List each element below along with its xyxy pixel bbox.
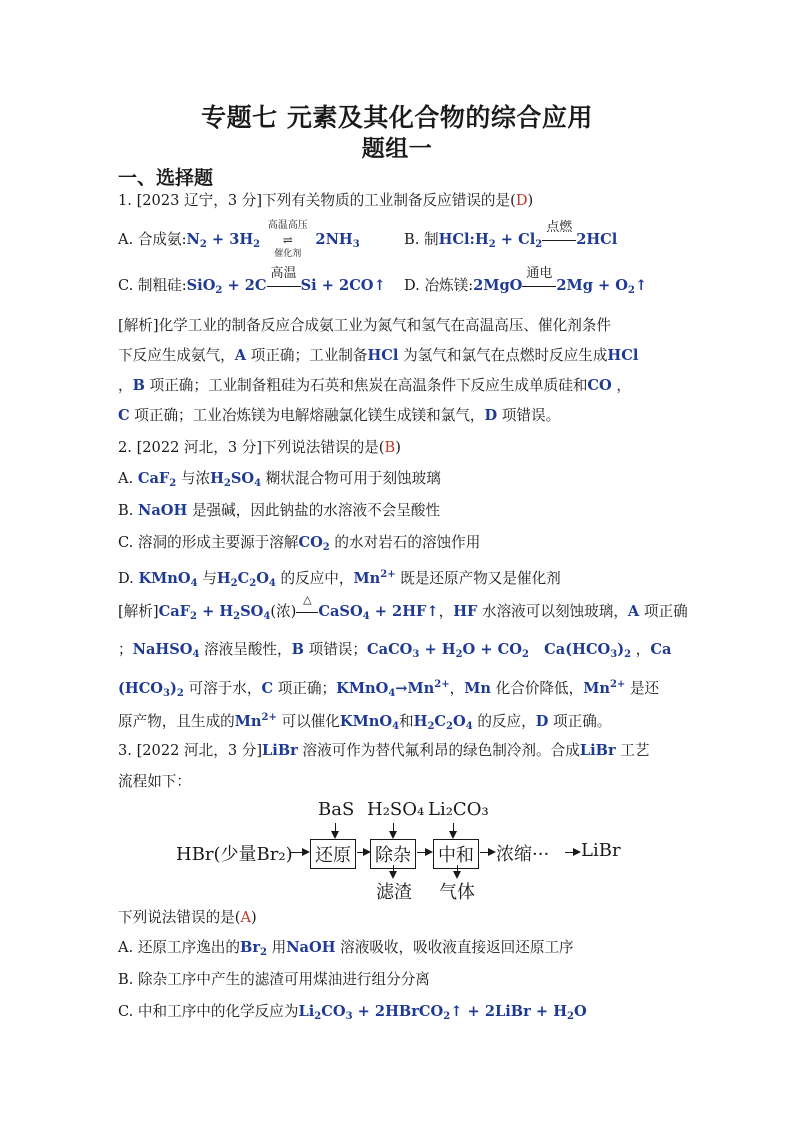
flow-step-purify: 除杂: [370, 839, 416, 869]
q2-option-b: B. NaOH 是强碱，因此钠盐的水溶液不会呈酸性: [118, 502, 441, 519]
q2-stem: 2. [2022 河北，3 分]下列说法错误的是(B): [118, 439, 401, 456]
q3-ask: 下列说法错误的是(A): [118, 909, 257, 926]
q3-stem-line1: 3. [2022 河北，3 分]LiBr 溶液可作为替代氟利昂的绿色制冷剂。合成LiBr 工艺: [118, 742, 650, 759]
flow-step-reduce: 还原: [310, 839, 356, 869]
q3-stem-line2: 流程如下：: [118, 773, 191, 790]
arrow-4: [480, 852, 494, 853]
arrow-1: [290, 852, 308, 853]
q3-option-c: C. 中和工序中的化学反应为$Li_2CO_3$ + 2HBrCO$_2$↑ + 2LiBr + $H_2O$: [118, 1003, 587, 1022]
arrow-residue-down: [393, 865, 394, 877]
arrow-gas-down: [457, 865, 458, 877]
flow-reagent-bas: BaS: [318, 799, 355, 820]
q3-option-b: B. 除杂工序中产生的滤渣可用煤油进行组分分离: [118, 971, 430, 988]
q1-analysis-line3: ，B 项正确；工业制备粗硅为石英和焦炭在高温条件下反应生成单质硅和CO ，: [118, 377, 631, 394]
q1-option-a: A. 合成氨$:N_2 + 3H_2$ 高温高压 ⇌ 催化剂 $2NH_3$: [118, 220, 360, 259]
flow-input: HBr(少量Br₂): [176, 844, 293, 865]
flow-reagent-li2co3: Li₂CO₃: [428, 799, 489, 820]
arrow-3: [417, 852, 431, 853]
arrow-2: [357, 852, 369, 853]
q1-option-b: B. 制$HCl:H_2 + Cl_2$ 点燃 2HCl: [404, 220, 618, 250]
q1-analysis-line2: 下反应生成氨气，A 项正确；工业制备HCl 为氢气和氯气在点燃时反应生成HCl: [118, 347, 639, 364]
q1-analysis-line1: [解析]化学工业的制备反应合成氨工业为氮气和氢气在高温高压、催化剂条件: [118, 317, 611, 334]
arrow-bas-down: [335, 823, 336, 837]
page-subtitle: 题组一: [361, 135, 433, 162]
arrow-5: [565, 852, 579, 853]
q1-stem: 1. [2023 辽宁，3 分]下列有关物质的工业制备反应错误的是(D): [118, 192, 534, 209]
flow-step-neutralize: 中和: [433, 839, 479, 869]
arrow-h2so4-down: [393, 823, 394, 837]
q1-analysis-line4: C 项正确；工业冶炼镁为电解熔融氯化镁生成镁和氯气，D 项错误。: [118, 407, 561, 424]
arrow-li2co3-down: [453, 823, 454, 837]
q2-answer: B: [384, 439, 396, 456]
section-heading: 一、选择题: [118, 167, 214, 189]
flow-gas: 气体: [439, 882, 475, 903]
q2-option-c: C. 溶洞的形成主要源于溶解$CO_2$ 的水对岩石的溶蚀作用: [118, 534, 481, 553]
flow-step-concentrate: 浓缩···: [496, 844, 550, 865]
q3-answer: A: [240, 909, 251, 926]
q2-analysis-line2: ；NaHSO$_4$ 溶液呈酸性，B 项错误；CaCO$_3$ + $H_2O + CO_2$ $Ca(HCO_3)_2$ ，Ca: [118, 641, 672, 660]
flow-output: LiBr: [581, 840, 621, 861]
q2-option-a: A. CaF$_2$ 与浓$H_2SO_4$ 糊状混合物可用于刻蚀玻璃: [118, 470, 441, 489]
q3-option-a: A. 还原工序逸出的$Br_2$ 用NaOH 溶液吸收，吸收液直接返回还原工序: [118, 939, 574, 958]
q1-answer: D: [515, 192, 528, 209]
q1-option-d: D. 冶炼镁:2MgO 通电 $2Mg + O_2↑$: [404, 266, 648, 296]
q2-analysis-line3: $(HCO_3)_2$ 可溶于水，C 项正确；$KMnO_4\to Mn^{2+}$，Mn 化合价降低，$Mn^{2+}$ 是还: [118, 679, 660, 699]
process-flow-diagram: [160, 795, 640, 905]
q2-option-d: D. KMnO$_4$ 与$H_2C_2O_4$ 的反应中，$Mn^{2+}$ 既是还原产物又是催化剂: [118, 569, 561, 589]
q2-analysis-line1: [解析]$CaF_2 + H_2SO_4$(浓) △ CaSO$_4$ + 2HF↑，HF 水溶液可以刻蚀玻璃，A 项正确: [118, 593, 688, 622]
q2-analysis-line4: 原产物，且生成的$Mn^{2+}$ 可以催化KMnO$_4$和$H_2C_2O_4$ 的反应，D 项正确。: [118, 712, 612, 732]
page-title: 专题七 元素及其化合物的综合应用: [201, 103, 593, 132]
flow-residue: 滤渣: [376, 882, 412, 903]
flow-reagent-h2so4: H₂SO₄: [367, 799, 425, 820]
q1-option-c: C. 制粗硅:SiO$_2$ + 2C 高温 Si + 2CO↑: [118, 266, 386, 296]
